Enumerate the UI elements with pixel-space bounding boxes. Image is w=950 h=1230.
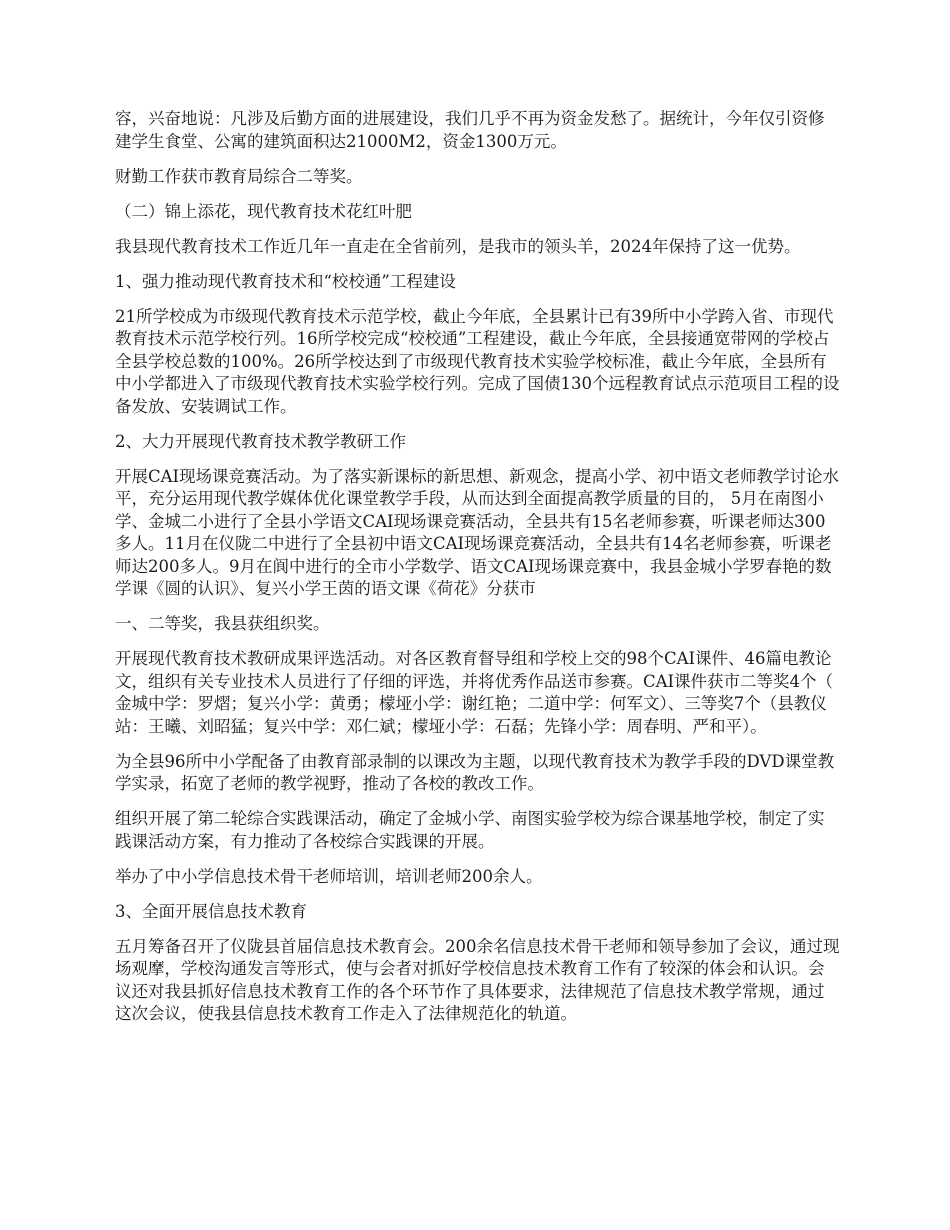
subheading-school-network-project: 1、强力推动现代教育技术和“校校通”工程建设 — [115, 271, 456, 291]
paragraph-dvd-recordings: 为全县96所中小学配备了由教育部录制的以课改为主题，以现代教育技术为教学手段的DVD课堂教学实录，拓宽了老师的教学视野，推动了各校的教改工作。 — [115, 751, 835, 793]
paragraph-funding-summary: 容，兴奋地说：凡涉及后勤方面的进展建设，我们几乎不再为资金发愁了。据统计，今年仅引资修建学生食堂、公寓的建筑面积达21000M2，资金1300万元。 — [115, 109, 825, 151]
paragraph-research-results: 开展现代教育技术教研成果评选活动。对各区教育督导组和学校上交的98个CAI课件、46篇电教论文，组织有关专业技术人员进行了仔细的评选，并将优秀作品送市参赛。CAI课件获市二等奖4个（金城中学：罗熠；复兴小学：黄勇；檬垭小学：谢红艳；二道中学：何军文）、三等奖7个（县教仪站：王曦、刘昭猛；复兴中学：邓仁斌；檬垭小学：石磊；先锋小学：周春明、严和平）。 — [115, 649, 834, 736]
document-page — [115, 108, 840, 1038]
paragraph-it-conference: 五月筹备召开了仪陇县首届信息技术教育会。200余名信息技术骨干老师和领导参加了会议，通过现场观摩，学校沟通发言等形式，使与会者对抓好学校信息技术教育工作有了较深的体会和认识。会议还对我县抓好信息技术教育工作的各个环节作了具体要求，法律规范了信息技术教学常规，通过这次会议，使我县信息技术教育工作走入了法律规范化的轨道。 — [115, 936, 840, 1023]
subheading-information-tech: 3、全面开展信息技术教育 — [115, 901, 307, 921]
section-heading-modern-education-tech: （二）锦上添花，现代教育技术花红叶肥 — [115, 201, 412, 221]
subheading-teaching-research: 2、大力开展现代教育技术教学教研工作 — [115, 431, 406, 451]
paragraph-demonstration-schools: 21所学校成为市级现代教育技术示范学校，截止今年底，全县累计已有39所中小学跨入省、市现代教育技术示范学校行列。16所学校完成“校校通”工程建设，截止今年底，全县接通宽带网的学校占全县学校总数的100%。26所学校达到了市级现代教育技术实验学校标准，截止今年底，全县所有中小学都进入了市级现代教育技术实验学校行列。完成了国债130个远程教育试点示范项目工程的设备发放、安装调试工作。 — [115, 306, 840, 416]
paragraph-finance-award: 财勤工作获市教育局综合二等奖。 — [115, 166, 363, 186]
paragraph-cai-competition: 开展CAI现场课竞赛活动。为了落实新课标的新思想、新观念，提高小学、初中语文老师教学讨论水平，充分运用现代教学媒体优化课堂教学手段，从而达到全面提高教学质量的目的， 5月在南图小学、金城二小进行了全县小学语文CAI现场课竞赛活动，全县共有15名老师参赛，听课老师达300多人。11月在仪陇二中进行了全县初中语文CAI现场课竞赛活动，全县共有14名老师参赛，听课老师达200多人。9月在阆中进行的全市小学数学、语文CAI现场课竞赛中，我县金城小学罗春艳的数学课《圆的认识》、复兴小学王茵的语文课《荷花》分获市 — [115, 466, 840, 598]
paragraph-practice-courses: 组织开展了第二轮综合实践课活动，确定了金城小学、南图实验学校为综合课基地学校，制定了实践课活动方案，有力推动了各校综合实践课的开展。 — [115, 809, 825, 851]
paragraph-teacher-training: 举办了中小学信息技术骨干老师培训，培训老师200余人。 — [115, 866, 543, 886]
paragraph-provincial-lead: 我县现代教育技术工作近几年一直走在全省前列，是我市的领头羊，2024年保持了这一优势。 — [115, 236, 801, 256]
paragraph-competition-awards: 一、二等奖，我县获组织奖。 — [115, 614, 330, 633]
